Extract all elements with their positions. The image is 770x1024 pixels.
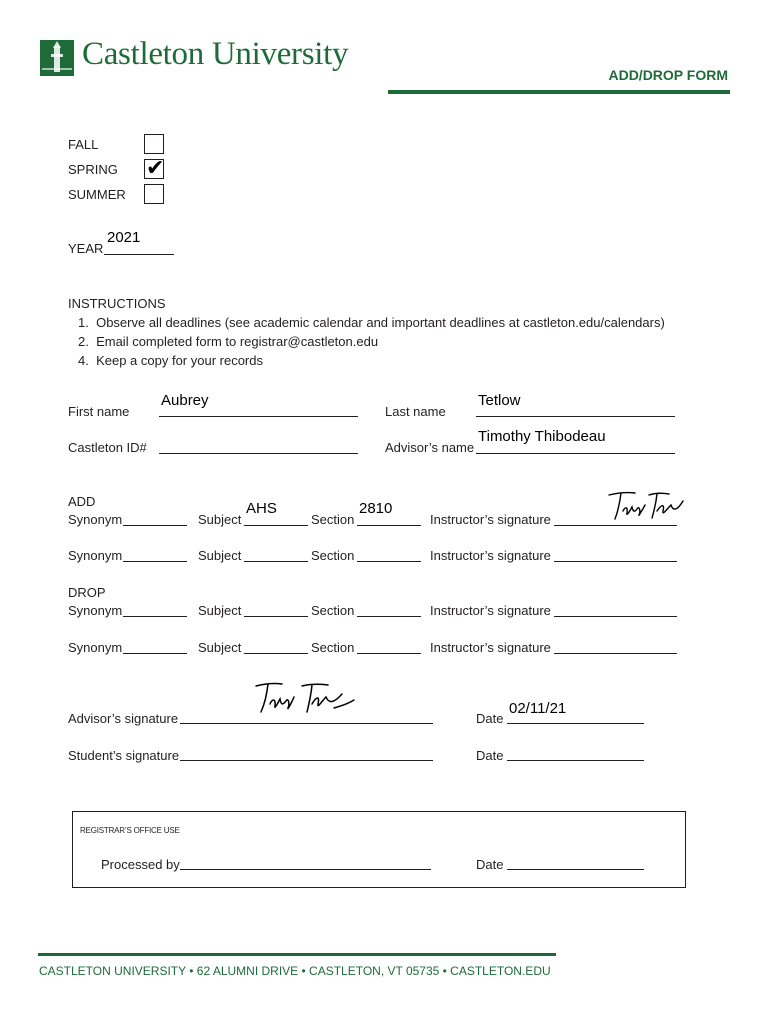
term-fall-label: FALL <box>68 137 99 152</box>
add-section-label: Section <box>311 548 355 563</box>
add-synonym-line[interactable] <box>123 525 187 526</box>
advisor-date-line <box>507 723 644 724</box>
term-summer-label: SUMMER <box>68 187 126 202</box>
term-spring-label: SPRING <box>68 162 118 177</box>
instruction-number: 1. <box>78 315 89 330</box>
first-name-line <box>159 416 358 417</box>
instruction-text: Email completed form to registrar@castleton.edu <box>96 334 379 349</box>
advisor-date-label: Date <box>476 711 504 726</box>
advisor-name-field[interactable]: Timothy Thibodeau <box>478 428 606 445</box>
signature-icon <box>605 489 687 523</box>
instruction-item <box>68 351 665 370</box>
footer-address: CASTLETON UNIVERSITY • 62 ALUMNI DRIVE • CASTLETON, VT 05735 • CASTLETON.EDU <box>39 964 551 978</box>
last-name-label: Last name <box>385 404 446 419</box>
add-subject-label: Subject <box>198 548 242 563</box>
add-synonym-line[interactable] <box>123 561 187 562</box>
drop-subject-line[interactable] <box>244 616 308 617</box>
first-name-field[interactable]: Aubrey <box>161 392 209 409</box>
add-section-field[interactable]: 2810 <box>359 500 393 517</box>
form-title: ADD/DROP FORM <box>608 67 728 83</box>
registrar-date-label: Date <box>476 857 504 872</box>
tower-icon <box>40 40 74 76</box>
add-section-line <box>357 525 421 526</box>
add-instructor-label: Instructor’s signature <box>430 512 551 527</box>
instruction-text: Observe all deadlines (see academic calendar and important deadlines at castleton.edu/calendars) <box>96 315 665 330</box>
drop-heading: DROP <box>68 585 106 600</box>
add-instructor-line[interactable] <box>554 561 677 562</box>
year-line <box>104 254 174 255</box>
advisor-signature-line[interactable] <box>180 723 433 724</box>
year-field[interactable]: 2021 <box>107 229 141 246</box>
student-date-label: Date <box>476 748 504 763</box>
add-instructor-line[interactable] <box>554 525 677 526</box>
advisor-signature <box>250 678 358 718</box>
add-heading: ADD <box>68 494 96 509</box>
summer-checkbox[interactable] <box>144 184 164 204</box>
advisor-name-line <box>476 453 675 454</box>
drop-section-label: Section <box>311 640 355 655</box>
drop-section-line[interactable] <box>357 653 421 654</box>
drop-synonym-label: Synonym <box>68 603 123 618</box>
drop-synonym-line[interactable] <box>123 616 187 617</box>
drop-instructor-label: Instructor’s signature <box>430 640 551 655</box>
add-subject-line[interactable] <box>244 561 308 562</box>
drop-section-line[interactable] <box>357 616 421 617</box>
registrar-box <box>72 811 686 888</box>
first-name-label: First name <box>68 404 130 419</box>
advisor-date-field[interactable]: 02/11/21 <box>509 700 567 717</box>
drop-instructor-line[interactable] <box>554 616 677 617</box>
drop-instructor-label: Instructor’s signature <box>430 603 551 618</box>
add-synonym-label: Synonym <box>68 512 123 527</box>
processed-by-line[interactable] <box>180 869 431 870</box>
footer-rule <box>38 953 556 956</box>
castleton-id-label: Castleton ID# <box>68 440 147 455</box>
castleton-id-line <box>159 453 358 454</box>
registrar-heading: REGISTRAR’S OFFICE USE <box>80 826 180 835</box>
checkmark-icon: ✔ <box>146 155 165 180</box>
drop-subject-label: Subject <box>198 603 242 618</box>
header-rule <box>388 90 730 94</box>
spring-checkbox[interactable] <box>144 155 165 180</box>
drop-instructor-line[interactable] <box>554 653 677 654</box>
add-subject-field[interactable]: AHS <box>246 500 277 517</box>
registrar-date-line[interactable] <box>507 869 644 870</box>
university-logo <box>40 40 74 76</box>
drop-synonym-line[interactable] <box>123 653 187 654</box>
instruction-number: 2. <box>78 334 89 349</box>
instruction-number: 4. <box>78 353 89 368</box>
drop-section-label: Section <box>311 603 355 618</box>
fall-checkbox[interactable] <box>144 134 164 154</box>
add-subject-line <box>244 525 308 526</box>
instructions <box>68 294 665 370</box>
advisor-name-label: Advisor’s name <box>385 440 475 455</box>
student-signature-line[interactable] <box>180 760 433 761</box>
year-label: YEAR <box>68 241 104 256</box>
drop-subject-label: Subject <box>198 640 242 655</box>
last-name-field[interactable]: Tetlow <box>478 392 521 409</box>
student-signature-label: Student’s signature <box>68 748 180 763</box>
drop-synonym-label: Synonym <box>68 640 123 655</box>
processed-by-label: Processed by <box>101 857 180 872</box>
last-name-line <box>476 416 675 417</box>
university-name: Castleton University <box>82 36 349 72</box>
add-section-line[interactable] <box>357 561 421 562</box>
add-instructor-label: Instructor’s signature <box>430 548 551 563</box>
add-synonym-label: Synonym <box>68 548 123 563</box>
instructor-signature <box>605 489 687 523</box>
instruction-item <box>68 313 665 332</box>
instruction-text: Keep a copy for your records <box>96 353 263 368</box>
student-date-line[interactable] <box>507 760 644 761</box>
advisor-signature-label: Advisor’s signature <box>68 711 179 726</box>
add-subject-label: Subject <box>198 512 242 527</box>
add-section-label: Section <box>311 512 355 527</box>
instruction-item <box>68 332 665 351</box>
signature-icon <box>250 678 358 718</box>
instructions-heading: INSTRUCTIONS <box>68 296 166 311</box>
drop-subject-line[interactable] <box>244 653 308 654</box>
